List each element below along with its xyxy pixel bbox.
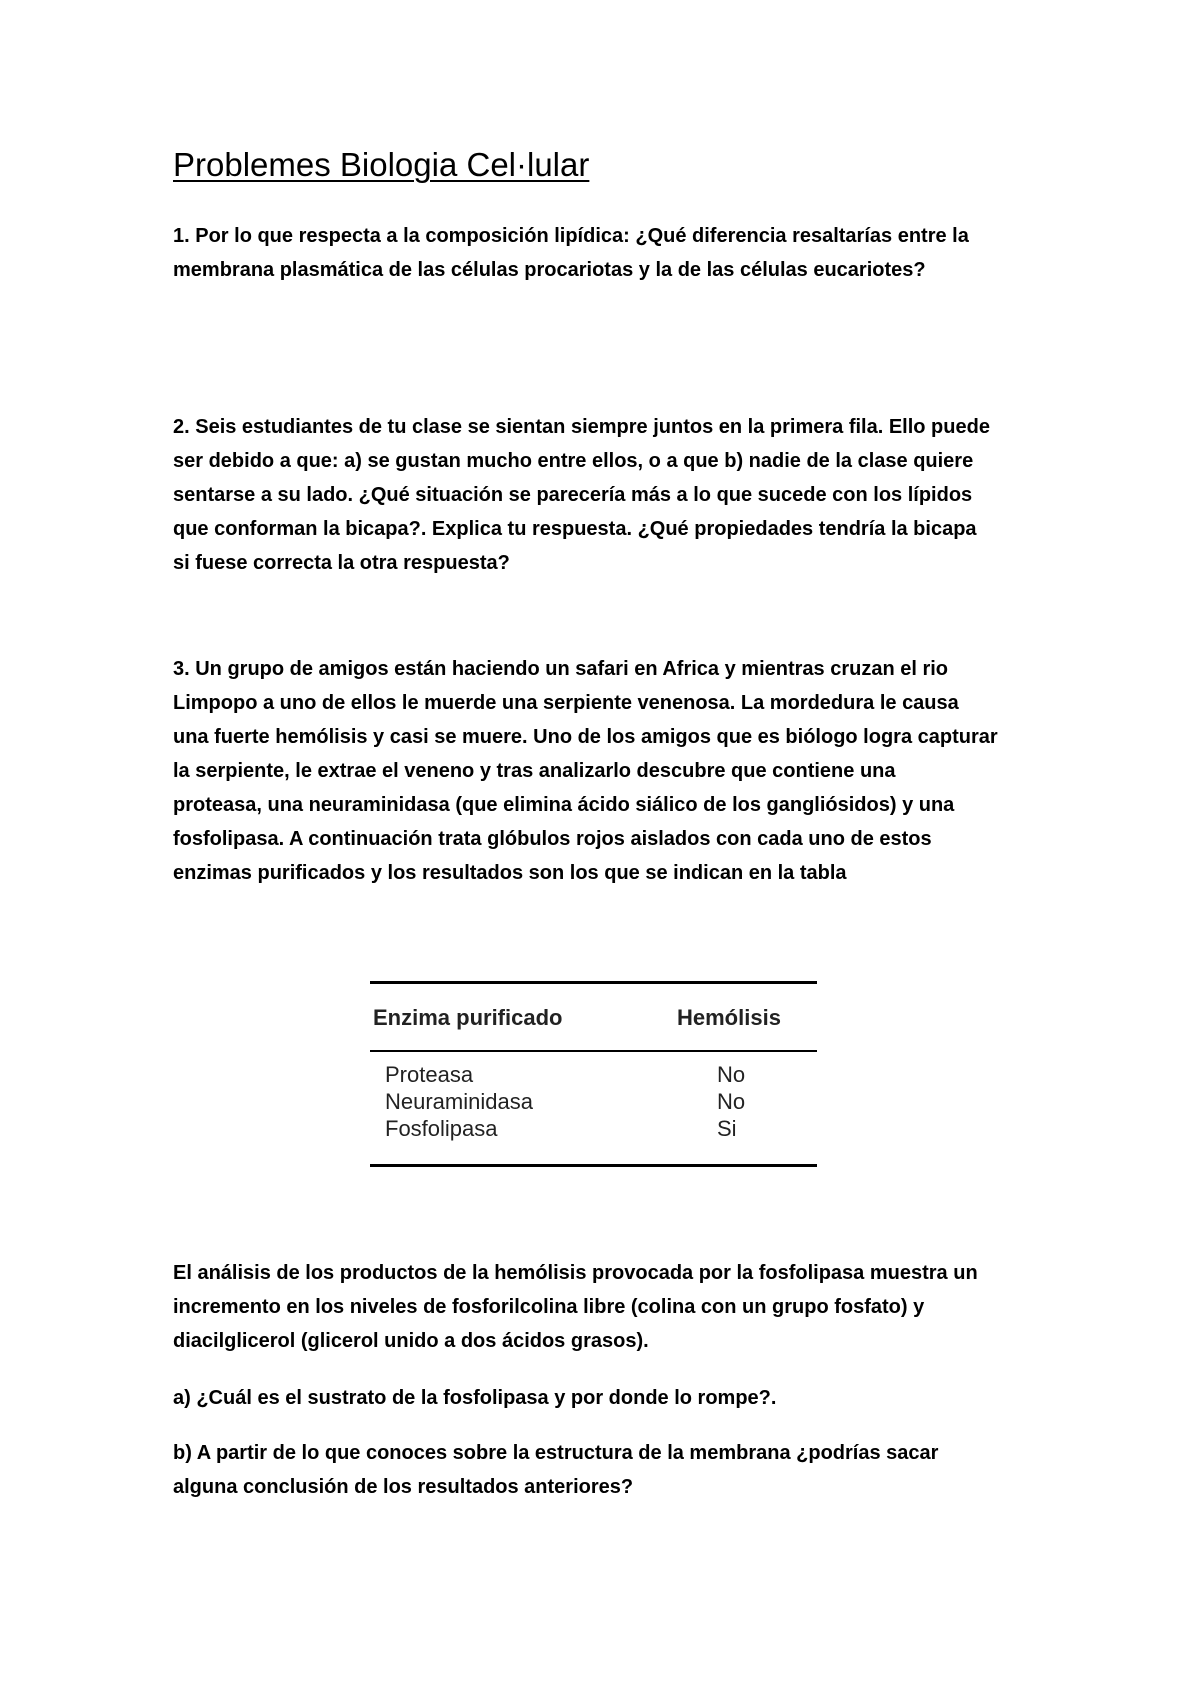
question-1-line: 1. Por lo que respecta a la composición lipídica: ¿Qué diferencia resaltarías entre la — [173, 225, 969, 247]
table-header-rule — [370, 1050, 817, 1052]
analysis-paragraph — [173, 1256, 1053, 1358]
table-cell-hemolysis: No — [717, 1062, 746, 1087]
question-2-line: si fuese correcta la otra respuesta? — [173, 552, 510, 574]
question-2-line: 2. Seis estudiantes de tu clase se sientan siempre juntos en la primera fila. Ello puede — [173, 416, 990, 438]
question-3-line: la serpiente, le extrae el veneno y tras analizarlo descubre que contiene una — [173, 760, 896, 782]
sub-question-a-line: a) ¿Cuál es el sustrato de la fosfolipasa y por donde lo rompe?. — [173, 1387, 777, 1409]
sub-question-b — [173, 1436, 1053, 1504]
question-1-line: membrana plasmática de las células procariotas y la de las células eucariotes? — [173, 259, 926, 281]
question-3-line: fosfolipasa. A continuación trata glóbulos rojos aislados con cada uno de estos — [173, 828, 932, 850]
table-header-enzyme: Enzima purificado — [373, 1005, 563, 1030]
analysis-line: El análisis de los productos de la hemólisis provocada por la fosfolipasa muestra un — [173, 1262, 978, 1284]
question-3-line: una fuerte hemólisis y casi se muere. Uno de los amigos que es biólogo logra capturar — [173, 726, 998, 748]
table-header-hemolysis: Hemólisis — [677, 1005, 781, 1030]
table-cell-enzyme: Fosfolipasa — [385, 1116, 498, 1141]
table-bottom-rule — [370, 1164, 817, 1167]
sub-question-b-line: alguna conclusión de los resultados anteriores? — [173, 1476, 634, 1498]
question-2-line: ser debido a que: a) se gustan mucho entre ellos, o a que b) nadie de la clase quiere — [173, 450, 974, 472]
question-2 — [173, 410, 1053, 580]
analysis-line: incremento en los niveles de fosforilcolina libre (colina con un grupo fosfato) y — [173, 1296, 925, 1318]
table-cell-enzyme: Neuraminidasa — [385, 1089, 533, 1114]
question-2-line: sentarse a su lado. ¿Qué situación se parecería más a lo que sucede con los lípidos — [173, 484, 973, 506]
page-title: Problemes Biologia Cel·lular — [173, 146, 590, 183]
table-top-rule — [370, 981, 817, 984]
question-3 — [173, 652, 1053, 890]
table-cell-hemolysis: Si — [717, 1116, 737, 1141]
table-cell-hemolysis: No — [717, 1089, 746, 1114]
sub-question-a — [173, 1381, 1053, 1415]
question-1 — [173, 219, 1053, 287]
sub-question-b-line: b) A partir de lo que conoces sobre la estructura de la membrana ¿podrías sacar — [173, 1442, 939, 1464]
question-3-line: enzimas purificados y los resultados son los que se indican en la tabla — [173, 862, 847, 884]
table-cell-enzyme: Proteasa — [385, 1062, 474, 1087]
question-3-line: 3. Un grupo de amigos están haciendo un safari en Africa y mientras cruzan el rio — [173, 658, 949, 680]
question-3-line: Limpopo a uno de ellos le muerde una serpiente venenosa. La mordedura le causa — [173, 692, 959, 714]
enzyme-results-table — [370, 981, 817, 1170]
question-3-line: proteasa, una neuraminidasa (que elimina ácido siálico de los gangliósidos) y una — [173, 794, 955, 816]
analysis-line: diacilglicerol (glicerol unido a dos ácidos grasos). — [173, 1330, 649, 1352]
question-2-line: que conforman la bicapa?. Explica tu respuesta. ¿Qué propiedades tendría la bicapa — [173, 518, 977, 540]
